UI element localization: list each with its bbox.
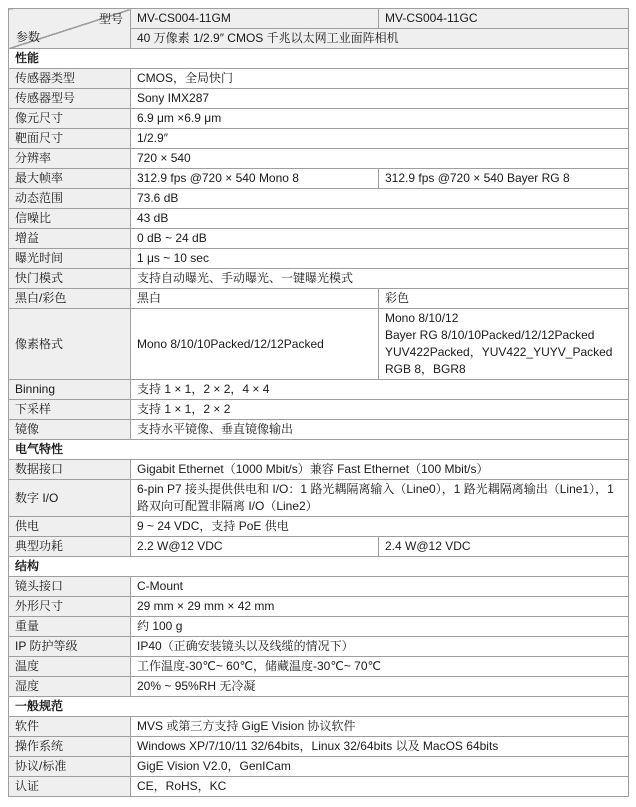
spec-label: 外形尺寸: [9, 597, 131, 617]
section-title: 性能: [9, 49, 629, 69]
spec-value: 29 mm × 29 mm × 42 mm: [131, 597, 629, 617]
spec-row: [9, 69, 629, 89]
spec-row: [9, 537, 629, 557]
spec-label: 传感器类型: [9, 69, 131, 89]
spec-label: 下采样: [9, 400, 131, 420]
spec-value-gc: 2.4 W@12 VDC: [379, 537, 629, 557]
spec-value-gc: 312.9 fps @720 × 540 Bayer RG 8: [379, 169, 629, 189]
spec-label: 供电: [9, 517, 131, 537]
corner-model-label: 型号: [98, 12, 123, 26]
spec-table-body: [9, 9, 629, 797]
model-name-gm: MV-CS004-11GM: [131, 9, 379, 29]
spec-label: 数据接口: [9, 460, 131, 480]
spec-row: [9, 229, 629, 249]
spec-value: CMOS，全局快门: [131, 69, 629, 89]
spec-label: 重量: [9, 617, 131, 637]
spec-value: 支持 1 × 1，2 × 2，4 × 4: [131, 380, 629, 400]
spec-row: [9, 400, 629, 420]
spec-value: 720 × 540: [131, 149, 629, 169]
spec-value: 0 dB ~ 24 dB: [131, 229, 629, 249]
spec-row: [9, 480, 629, 517]
section-row: [9, 440, 629, 460]
section-row: [9, 697, 629, 717]
spec-value: 支持 1 × 1，2 × 2: [131, 400, 629, 420]
spec-label: 协议/标准: [9, 757, 131, 777]
spec-value-gm: Mono 8/10/10Packed/12/12Packed: [131, 309, 379, 380]
spec-value: MVS 或第三方支持 GigE Vision 协议软件: [131, 717, 629, 737]
spec-label: 传感器型号: [9, 89, 131, 109]
spec-label: 典型功耗: [9, 537, 131, 557]
section-title: 电气特性: [9, 440, 629, 460]
spec-value-line: Bayer RG 8/10/10Packed/12/12Packed: [385, 328, 595, 342]
spec-row: [9, 309, 629, 380]
spec-value-gm: 312.9 fps @720 × 540 Mono 8: [131, 169, 379, 189]
spec-row: [9, 737, 629, 757]
spec-value: C-Mount: [131, 577, 629, 597]
spec-label: 分辨率: [9, 149, 131, 169]
section-title: 结构: [9, 557, 629, 577]
spec-value: CE，RoHS，KC: [131, 777, 629, 797]
spec-row: [9, 189, 629, 209]
spec-row: [9, 577, 629, 597]
section-title: 一般规范: [9, 697, 629, 717]
spec-row: [9, 597, 629, 617]
spec-value: 9 ~ 24 VDC，支持 PoE 供电: [131, 517, 629, 537]
spec-value-line: Mono 8/10/12: [385, 311, 459, 325]
spec-row: [9, 89, 629, 109]
spec-row: [9, 617, 629, 637]
spec-row: [9, 637, 629, 657]
spec-table: [8, 8, 629, 797]
spec-row: [9, 149, 629, 169]
spec-row: [9, 657, 629, 677]
spec-label: 认证: [9, 777, 131, 797]
spec-value: 43 dB: [131, 209, 629, 229]
spec-value: 6.9 μm ×6.9 μm: [131, 109, 629, 129]
spec-value: IP40（正确安装镜头以及线缆的情况下）: [131, 637, 629, 657]
spec-label: 温度: [9, 657, 131, 677]
section-row: [9, 49, 629, 69]
spec-label: 曝光时间: [9, 249, 131, 269]
spec-row: [9, 757, 629, 777]
spec-row: [9, 717, 629, 737]
spec-label: 镜像: [9, 420, 131, 440]
spec-label: 像元尺寸: [9, 109, 131, 129]
spec-value-gc: [379, 309, 629, 380]
spec-label: Binning: [9, 380, 131, 400]
spec-label: 操作系统: [9, 737, 131, 757]
spec-label: 动态范围: [9, 189, 131, 209]
spec-label: 像素格式: [9, 309, 131, 380]
spec-row: [9, 420, 629, 440]
spec-label: 镜头接口: [9, 577, 131, 597]
spec-value: 支持水平镜像、垂直镜像输出: [131, 420, 629, 440]
spec-label: 最大帧率: [9, 169, 131, 189]
spec-row: [9, 169, 629, 189]
spec-value: 约 100 g: [131, 617, 629, 637]
spec-label: 快门模式: [9, 269, 131, 289]
spec-value: Windows XP/7/10/11 32/64bits，Linux 32/64bits 以及 MacOS 64bits: [131, 737, 629, 757]
spec-row: [9, 129, 629, 149]
spec-row: [9, 460, 629, 480]
spec-label: 增益: [9, 229, 131, 249]
spec-value: 6-pin P7 接头提供供电和 I/O：1 路光耦隔离输入（Line0），1 路光耦隔离输出（Line1），1 路双向可配置非隔离 I/O（Line2）: [131, 480, 629, 517]
spec-value: GigE Vision V2.0，GenICam: [131, 757, 629, 777]
spec-row: [9, 777, 629, 797]
spec-label: 软件: [9, 717, 131, 737]
spec-row: [9, 289, 629, 309]
spec-row: [9, 677, 629, 697]
camera-description: 40 万像素 1/2.9″ CMOS 千兆以太网工业面阵相机: [131, 29, 629, 49]
spec-row: [9, 380, 629, 400]
spec-value: 20% ~ 95%RH 无冷凝: [131, 677, 629, 697]
spec-label: 信噪比: [9, 209, 131, 229]
section-row: [9, 557, 629, 577]
spec-value: 支持自动曝光、手动曝光、一键曝光模式: [131, 269, 629, 289]
spec-row: [9, 249, 629, 269]
spec-value: 1 μs ~ 10 sec: [131, 249, 629, 269]
header-model-row: [9, 9, 629, 29]
spec-value: Sony IMX287: [131, 89, 629, 109]
spec-row: [9, 269, 629, 289]
spec-label: 黑白/彩色: [9, 289, 131, 309]
spec-value-gc: 彩色: [379, 289, 629, 309]
spec-value: 1/2.9″: [131, 129, 629, 149]
spec-row: [9, 209, 629, 229]
corner-parameter-label: 参数: [16, 30, 41, 44]
corner-diagonal-cell: [9, 9, 131, 49]
spec-value-line: YUV422Packed，YUV422_YUYV_Packed: [385, 345, 613, 359]
spec-label: 湿度: [9, 677, 131, 697]
spec-row: [9, 109, 629, 129]
spec-row: [9, 517, 629, 537]
spec-label: IP 防护等级: [9, 637, 131, 657]
spec-value: 73.6 dB: [131, 189, 629, 209]
spec-label: 靶面尺寸: [9, 129, 131, 149]
spec-value-gm: 2.2 W@12 VDC: [131, 537, 379, 557]
model-name-gc: MV-CS004-11GC: [379, 9, 629, 29]
spec-value: 工作温度-30℃~ 60℃，储藏温度-30℃~ 70℃: [131, 657, 629, 677]
spec-label: 数字 I/O: [9, 480, 131, 517]
spec-value-line: RGB 8，BGR8: [385, 362, 466, 376]
spec-value: Gigabit Ethernet（1000 Mbit/s）兼容 Fast Ethernet（100 Mbit/s）: [131, 460, 629, 480]
spec-value-gm: 黑白: [131, 289, 379, 309]
